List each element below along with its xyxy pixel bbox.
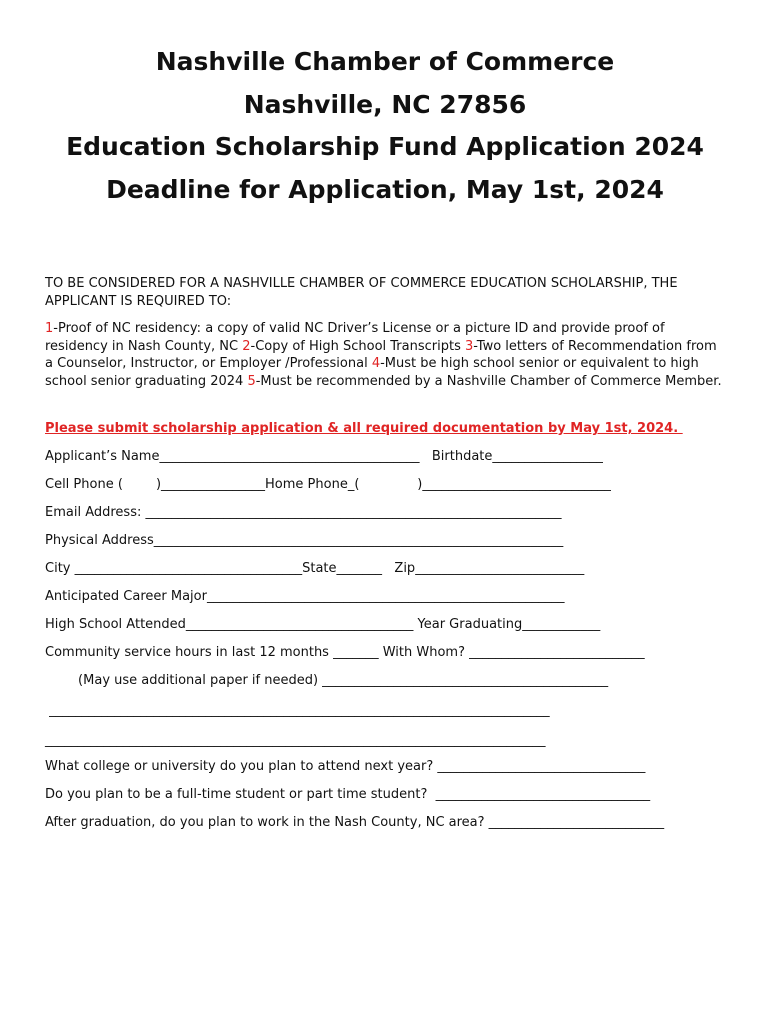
- requirements-list: [45, 320, 725, 390]
- email-field[interactable]: Email Address: ________________________________________________________________: [45, 505, 562, 520]
- phone-fields[interactable]: Cell Phone ( )________________Home Phone_( )_____________________________: [45, 477, 611, 492]
- city-state-zip-field[interactable]: City ___________________________________State_______ Zip__________________________: [45, 561, 585, 576]
- additional-paper-field[interactable]: (May use additional paper if needed) ____________________________________________: [45, 673, 609, 688]
- submission-notice: Please submit scholarship application & all required documentation by May 1st, 2024.: [45, 421, 683, 436]
- career-major-field[interactable]: Anticipated Career Major_______________________________________________________: [45, 589, 565, 604]
- requirement-1-number: 1: [45, 321, 54, 336]
- requirement-5-number: 5: [247, 373, 256, 389]
- requirement-2-number: 2: [242, 338, 251, 354]
- requirement-2-text: -Copy of High School Transcripts: [250, 338, 465, 354]
- requirement-3-number: 3: [465, 338, 474, 354]
- work-after-graduation-field[interactable]: After graduation, do you plan to work in the Nash County, NC area? ___________________________: [45, 815, 665, 830]
- org-location: Nashville, NC 27856: [243, 90, 527, 119]
- deadline-heading: Deadline for Application, May 1st, 2024: [106, 175, 664, 204]
- blank-line-1[interactable]: _____________________________________________________________________________: [45, 703, 550, 718]
- requirement-5-text: -Must be recommended by a Nashville Chamber of Commerce Member.: [255, 373, 722, 389]
- application-title: Education Scholarship Fund Application 2024: [66, 132, 704, 161]
- community-service-field[interactable]: Community service hours in last 12 months _______ With Whom? ___________________________: [45, 645, 645, 660]
- blank-line-2[interactable]: _____________________________________________________________________________: [45, 733, 546, 748]
- requirement-4-text: -Must be high school senior or equivalent to high school senior graduating 2024: [45, 356, 699, 389]
- physical-address-field[interactable]: Physical Address_______________________________________________________________: [45, 533, 564, 548]
- applicant-name-birthdate-field[interactable]: Applicant’s Name________________________________________ Birthdate_________________: [45, 449, 603, 464]
- requirement-1-text: -Proof of NC residency: a copy of valid NC Driver’s License or a picture ID and provide proof of residency in Nash County, NC: [45, 321, 665, 354]
- org-title: Nashville Chamber of Commerce: [155, 47, 615, 76]
- college-field[interactable]: What college or university do you plan to attend next year? ________________________________: [45, 759, 646, 774]
- requirement-4-number: 4: [371, 356, 381, 371]
- requirement-3-text: -Two letters of Recommendation from a Counselor, Instructor, or Employer /Professional: [45, 338, 717, 371]
- high-school-field[interactable]: High School Attended___________________________________ Year Graduating____________: [45, 617, 601, 632]
- intro-text: TO BE CONSIDERED FOR A NASHVILLE CHAMBER OF COMMERCE EDUCATION SCHOLARSHIP, THE APPLICANT IS REQUIRED TO:: [45, 276, 678, 309]
- student-status-field[interactable]: Do you plan to be a full-time student or part time student? _________________________________: [45, 787, 651, 802]
